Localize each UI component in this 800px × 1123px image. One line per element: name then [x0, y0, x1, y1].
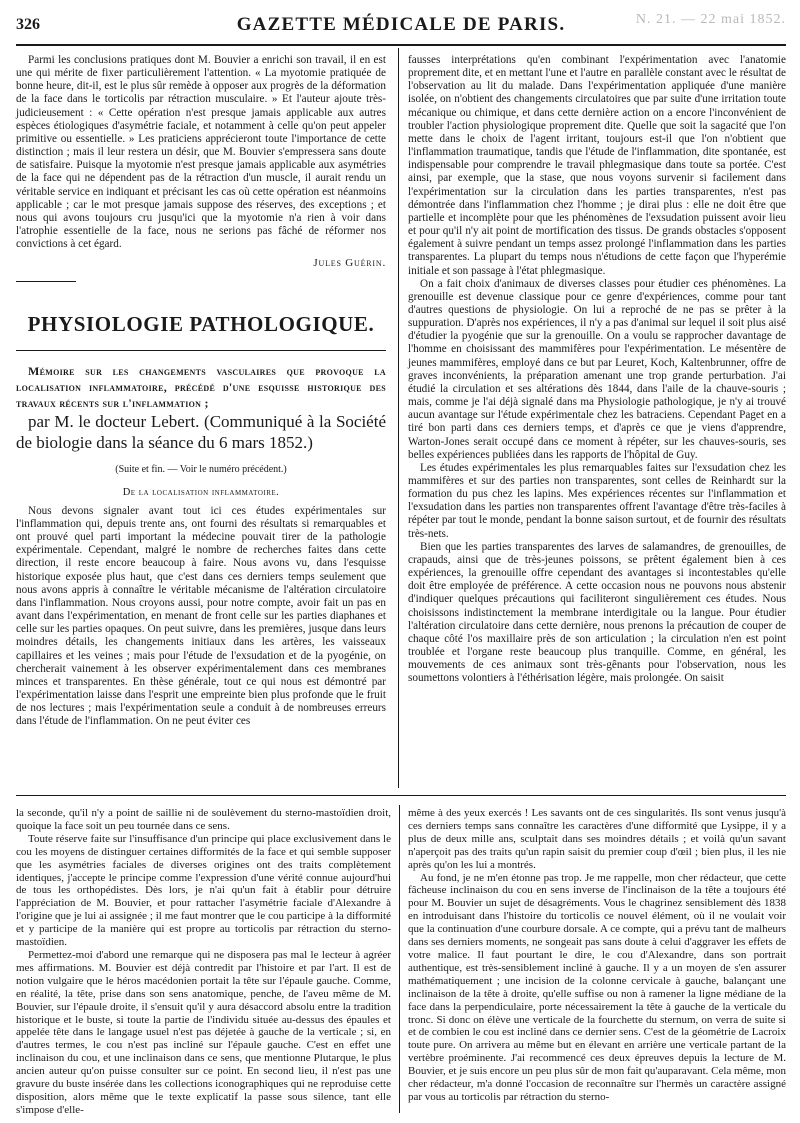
paragraph-interpretations: fausses interprétations qu'en combinant l'expérimentation avec l'anatomie proprement dite, et en mettant l'une et l'autre en parallèle constant avec le résultat de l'observation au lit du malade. Dans l'expérimentation appliquée d'une manière isolée, on n'obtient des changements circulatoires que par suite d'une irritation toute mécanique ou chimique, et dans cette dernière action on a encore l'inconvénient de troubler l'action physiologique proprement dite. Quelle que soit la sagacité que l'on mette dans le choix de l'agent irritant, toujours est-il que l'on n'obtient que l'inflammation traumatique, tandis que l'étude de l'inflammation, dite spontanée, est indispensable pour comprendre le travail phlegmasique dans toute sa portée. C'est ainsi, par exemple, que la stase, que nous voyons survenir si facilement dans l'expérimentation sur la circulation dans les parties transparentes, n'est pas démontrée dans l'inflammation chez l'homme ; je dirai plus : elle ne doit être que partielle et incomplète pour que les phénomènes de l'exsudation puissent avoir lieu et pour qu'il n'y ait point de mortification des tissus. De grands obstacles s'opposent également à suivre pendant un temps assez prolongé l'inflammation dans les parties transparentes. La plupart du temps nous n'étudions de cette façon que l'hyperémie initiale et son passage à l'état phlegmasique.	[408, 54, 786, 277]
section-title: PHYSIOLOGIE PATHOLOGIQUE.	[27, 311, 375, 336]
paragraph-au-fond: Au fond, je ne m'en étonne pas trop. Je me rappelle, mon cher rédacteur, que cette fâcheuse inclinaison du cou en sens inverse de l'inclinaison de la tête a toujours été pour M. Bouvier un sujet de désagréments. Vous le chagrinez sensiblement dès 1838 en introduisant dans l'histoire du torticolis ce nouvel élément, où il ne voulait voir que la continuation d'une courbure dorsale. A ce compte, qui a prévu tant de malheurs dans ses derniers moments, ne songeait pas sans doute à celui d'aggraver les effets de votre malice. Il faut pourtant le dire, le cou d'Alexandre, dans son portrait authentique, est très-sensiblement incliné à gauche. Il y a un moyen de s'en assurer mathématiquement ; une incision de la colonne cervicale à gauche, balançant une inclinaison de la tête à droite, qu'elle suffise ou non à ramener la ligne médiane de la face dans la perpendiculaire, porte nécessairement la tête à gauche de la verticale du tronc. Si donc on élève une verticale de la fourchette du sternum, on verra de suite si et de combien le cou est incliné dans ce dernier sens. C'est de la géométrie de Lacroix toute pure. On arrivera au même but en élevant en arrière une verticale partant de la vertèbre proéminente. J'ai recommencé ces deux épreuves depuis la lecture de M. Bouvier, et je suis encore un peu plus sûr de mon fait qu'auparavant. Cela même, mon cher rédacteur, m'a donné l'occasion de reconnaître sur l'hermès un caractère assigné par vous au torticolis par rétraction du sterno-	[408, 871, 786, 1103]
paragraph-sterno: la seconde, qu'il n'y a point de saillie ni de soulèvement du sterno-mastoïdien droit, quoique la face soit un peu tournée dans ce sens.	[16, 807, 391, 832]
paragraph-exsudation: Les études expérimentales les plus remarquables faites sur l'exsudation chez les mammifères et sur des parties non transparentes, sont celles de Reinhardt sur la formation du pus chez les lapins. Mes expériences récentes sur l'inflammation et l'exsudation dans les parties non transparentes offrent l'avantage d'être très-faciles à répéter par tout le monde, pendant la bonne saison surtout, et de fournir des résultats très-nets.	[408, 461, 786, 540]
column-top-right	[408, 54, 786, 686]
paragraph-larves: Bien que les parties transparentes des larves de salamandres, de grenouilles, de crapauds, ainsi que de très-jeunes poissons, se prêtent également bien à ces expériences, la grenouille offre cependant des avantages si incontestables qu'elle doit être employée de préférence. A cette occasion nous ne pouvons nous abstenir d'indiquer quelques précautions qui faciliteront singulièrement ces études. Nous choisissons indistinctement la membrane interdigitale ou la langue. Pour étudier l'altération circulatoire dans cette dernière, nous prenons la précaution de couper de chaque côté l'os maxillaire près de son articulation ; la circulation n'en est point troublée et l'organe reste beaucoup plus tranquille. Comme, en général, les mouvements de ces animaux sont très-gênants pour l'observation, nous les soumettons volontiers à l'éthérisation légère, mais prolongée. On saisit	[408, 540, 786, 685]
column-divider-bottom	[399, 805, 400, 1113]
paragraph-remarque: Permettez-moi d'abord une remarque qui ne disposera pas mal le lecteur à agréer mes affirmations. M. Bouvier est déjà contredit par l'histoire et par l'art. Il est de notion vulgaire que le héros macédonien portait la tête sur l'épaule gauche. Comme, en réalité, la tête, prise dans son sens anatomique, penche, de l'aveu même de M. Bouvier, sur l'épaule droite, il s'ensuit qu'il y aura désaccord absolu entre la tradition historique et le buste, si toute la partie de l'individu située au-dessus des épaules et appelée tête dans le langage usuel n'est pas déjetée à gauche de la verticale ; si, en d'autres termes, le cou n'est pas incliné sur l'épaule gauche. C'est en effet une inclinaison du cou, et une inclinaison dans ce sens, que mentionne Plutarque, le plus ancien auteur qu'on puisse consulter sur ce point. En second lieu, il n'est pas une gravure du buste insérée dans les collections iconographiques qui ne reproduise cette disposition, alors même que le texte explicatif la passe sous silence, tant elle s'impose d'elle-	[16, 948, 391, 1116]
paragraph-animals: On a fait choix d'animaux de diverses classes pour étudier ces phénomènes. La grenouille est devenue classique pour ce genre d'expériences, comme pour tant d'autres questions de physiologie. On lui a reproché de ne pas se prêter à la suppuration. D'après nos expériences, il n'y a pas d'animal sur lequel il soit plus aisé d'étudier la pyogénie que sur la grenouille. On a voulu se rapprocher davantage de l'homme en choisissant des mammifères pour l'expérimentation. Le mésentère de jeunes mammifères, employé dans ce but par Leuret, Koch, Kaltenbrunner, offre de graves inconvénients, la préparation amenant une trop grande perturbation. J'ai étudié la circulation et ses altérations dès 1844, dans l'aile de la chauve-souris ; mais, comme je l'ai déjà signalé dans ma Physiologie pathologique, je n'y ai trouvé aucun avantage sur l'étude expérimentale chez les batraciens. Cependant Paget en a tiré bon parti dans ces derniers temps, et d'après ce que je viens d'apprendre, Warton-Jones serait occupé dans ce moment à répéter, sur les chauves-souris, ses belles expériences publiées dans les rapports de l'hôpital de Guy.	[408, 277, 786, 461]
section-rule	[16, 350, 386, 351]
continuation-note: (Suite et fin. — Voir le numéro précédent.)	[115, 463, 287, 475]
paragraph-savants: même à des yeux exercés ! Les savants ont de ces singularités. Ils sont venus jusqu'à ces derniers temps sans connaître les caractères d'une difformité que Lysippe, il y a plus de deux mille ans, sculptait dans ses moindres détails ; et voilà qu'un savant n'aperçoit pas des traits qu'un rapin saisit du premier coup d'œil ; bien plus, il les nie après qu'on les lui a montrés.	[408, 807, 786, 871]
journal-title: GAZETTE MÉDICALE DE PARIS.	[236, 14, 566, 35]
author-signature: Jules Guérin.	[313, 257, 386, 270]
column-bottom-right	[408, 807, 786, 1104]
page-number: 326	[16, 16, 40, 33]
article-end-rule	[16, 281, 76, 282]
paragraph-localisation: Nous devons signaler avant tout ici ces études expérimentales sur l'inflammation qui, depuis trente ans, ont fourni des résultats si remarquables et ont prouvé quel parti important la médecine pouvait tirer de la pathologie expérimentale. Cependant, malgré le nombre de recherches faites dans cette direction, il reste encore beaucoup à faire. Nous avons vu, dans l'esquisse historique exposée plus haut, que c'est dans ces derniers temps seulement que nous avons appris à connaître le véritable mécanisme de l'altération circulatoire dans l'inflammation. Nous croyons aussi, pour notre compte, avoir fait un pas en avant dans l'expérimentation, en menant de front celle sur les parties diaphanes et celle sur les parties opaques. On peut suivre, dans les premières, jusque dans leurs moindres détails, les changements initiaux dans les artères, les vaisseaux capillaires et les veines ; mais pour l'étude de l'exsudation et de la pyogénie, on chercherait vainement à les observer expérimentalement dans ces membranes minces et transparentes. En thèse générale, tout ce qui nous est démontré par l'expérimentation laisse dans l'esprit une empreinte bien plus profonde que le fruit de nos lectures ; mais l'expérimentation seule a conduit à de nombreuses erreurs dans l'étude de l'inflammation. On ne peut éviter ces	[16, 504, 386, 728]
memoir-title: Mémoire sur les changements vasculaires que provoque la localisation inflammatoire, précédé d'une esquisse historique des travaux récents sur l'inflammation ;	[16, 363, 386, 410]
column-bottom-left	[16, 807, 391, 1117]
header-rule	[16, 44, 786, 46]
memoir-author-line: par M. le docteur Lebert. (Communiqué à la Société de biologie dans la séance du 6 mars 1852.)	[16, 411, 386, 452]
column-divider-top	[398, 48, 399, 788]
paragraph-reserve: Toute réserve faite sur l'insuffisance d'un principe qui place exclusivement dans le cou les moyens de distinguer certaines difformités de la face et qui semble supposer que les asymétries faciales de diverses origines ont des traits complètement identiques, j'accepte le principe comme l'expression d'une vérité connue aujourd'hui de tous les orthopédistes. Dès lors, je n'ai qu'un fait à établir pour détruire l'appréciation de M. Bouvier, et pour rattacher l'asymétrie faciale d'Alexandre à l'origine que je lui ai assignée ; il me faut montrer que le cou participe à la difformité et y participe de la manière qui est propre au torticolis par rétraction du sterno-mastoïdien.	[16, 832, 391, 949]
newspaper-page	[16, 8, 786, 1116]
issue-dateline: N. 21. — 22 mai 1852.	[635, 12, 786, 27]
feuilleton-rule	[16, 795, 786, 796]
column-top-left	[16, 54, 386, 728]
paragraph-conclusions: Parmi les conclusions pratiques dont M. Bouvier a enrichi son travail, il en est une qui mérite de fixer particulièrement l'attention. « La myotomie pratiquée de bonne heure, dit-il, est le plus sûr remède à opposer aux progrès de la déformation de la face dans le torticolis par rétraction musculaire. » Et l'auteur ajoute très-judicieusement : « Cette opération n'est presque jamais applicable aux autres espèces étiologiques d'asymétrie faciale, et notamment à celle qu'on peut appeler primitive ou essentielle. » Les praticiens apprécieront toute l'importance de cette distinction ; mais il leur restera un désir, que M. Bouvier s'empressera sans doute de satisfaire. Puisque la myotomie n'est presque jamais applicable aux asymétries de la face qui ne dépendent pas de la rétraction d'un muscle, il aurait rendu un véritable service en indiquant et précisant les cas où cette opération est néanmoins applicable ; car le mot presque jamais suppose des réserves, des exceptions ; et nous qui avons toujours cru jusqu'ici que la myotomie n'a rien à voir dans l'atrophie essentielle de la face, nous ne serions pas fâché de réformer nos convictions à cet égard.	[16, 54, 386, 251]
running-header	[16, 8, 786, 38]
subheading: De la localisation inflammatoire.	[122, 486, 280, 498]
